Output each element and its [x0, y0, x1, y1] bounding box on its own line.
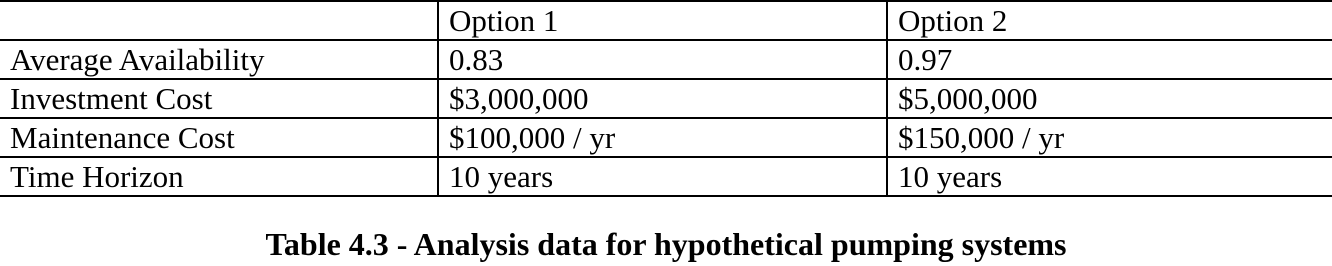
row-label: Time Horizon: [0, 157, 438, 196]
option-2-value: 10 years: [887, 157, 1332, 196]
row-label: Average Availability: [0, 40, 438, 79]
table-header-row: [0, 1, 1332, 40]
option-1-value: 0.83: [438, 40, 887, 79]
table-row: [0, 40, 1332, 79]
table-row: [0, 157, 1332, 196]
option-2-value: 0.97: [887, 40, 1332, 79]
header-cell-option-2: Option 2: [887, 1, 1332, 40]
option-2-value: $5,000,000: [887, 79, 1332, 118]
option-1-value: 10 years: [438, 157, 887, 196]
table-caption: Table 4.3 - Analysis data for hypothetical pumping systems: [265, 226, 1067, 262]
option-1-value: $3,000,000: [438, 79, 887, 118]
header-cell-option-1: Option 1: [438, 1, 887, 40]
table-row: [0, 79, 1332, 118]
option-2-value: $150,000 / yr: [887, 118, 1332, 157]
header-cell-empty: [0, 1, 438, 40]
table-row: [0, 118, 1332, 157]
row-label: Investment Cost: [0, 79, 438, 118]
option-1-value: $100,000 / yr: [438, 118, 887, 157]
row-label: Maintenance Cost: [0, 118, 438, 157]
